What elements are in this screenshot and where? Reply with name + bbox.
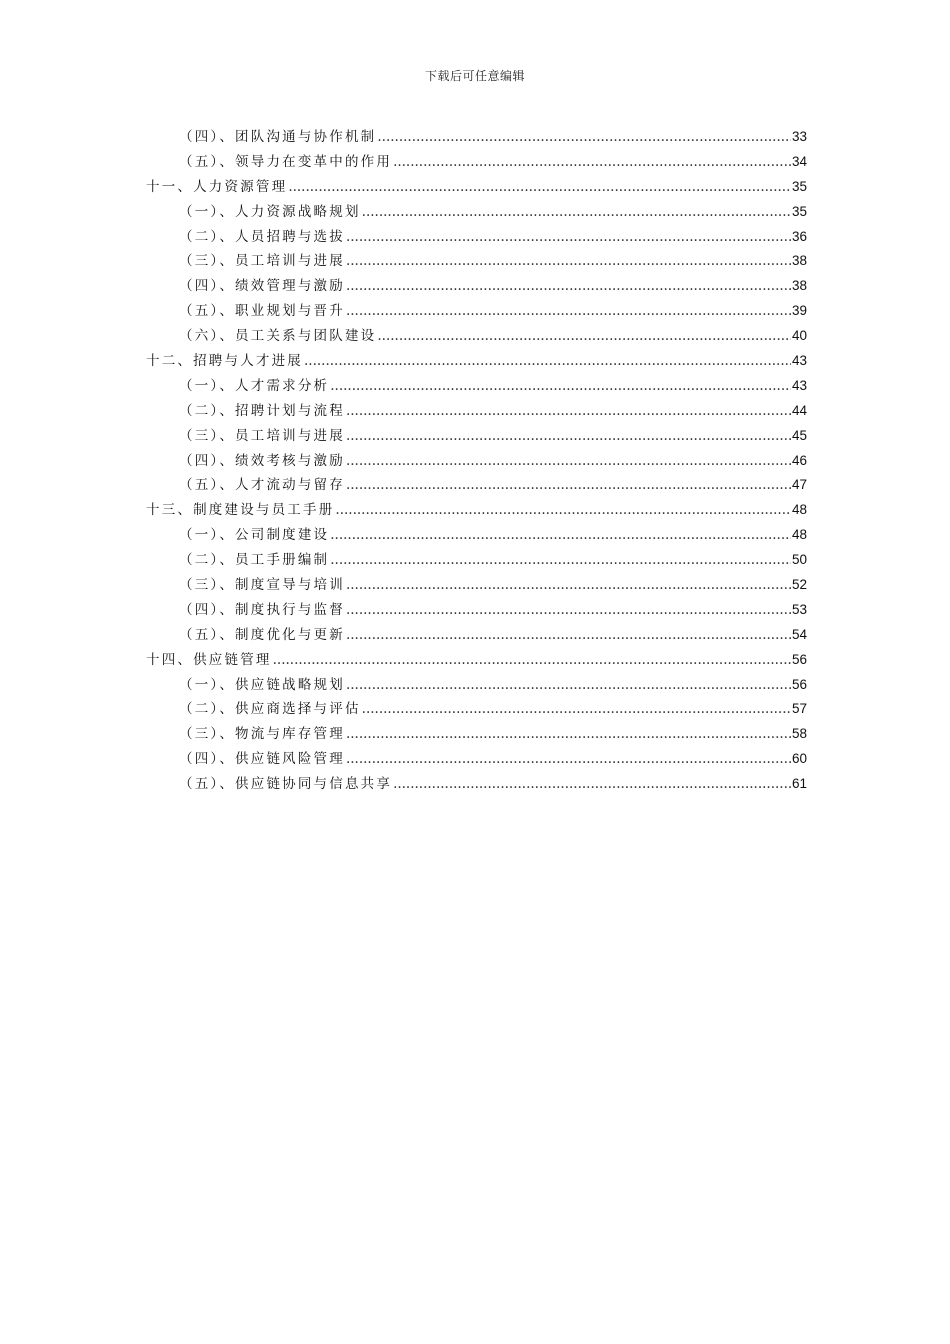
toc-dot-leader [330,523,791,548]
toc-entry-title: 十四、供应链管理 [146,651,272,668]
toc-entry-page-number: 43 [791,377,807,393]
toc-entry-page-number: 56 [791,651,807,667]
toc-entry-title: （一）、人才需求分析 [179,377,330,394]
toc-entry-page-number: 40 [791,328,807,344]
toc-chapter-entry[interactable] [146,349,807,374]
toc-entry-page-number: 60 [791,751,807,767]
toc-dot-leader [393,150,791,175]
toc-chapter-entry[interactable] [146,498,807,523]
toc-entry-title: （四）、绩效管理与激励 [179,278,345,295]
toc-entry-title: （四）、制度执行与监督 [179,601,345,618]
toc-entry-title: （三）、物流与库存管理 [179,726,345,743]
toc-dot-leader [346,673,791,698]
toc-dot-leader [346,623,791,648]
toc-section-entry[interactable] [146,274,807,299]
toc-section-entry[interactable] [146,722,807,747]
toc-section-entry[interactable] [146,523,807,548]
toc-entry-page-number: 50 [791,552,807,568]
toc-section-entry[interactable] [146,772,807,797]
toc-dot-leader [330,548,791,573]
toc-entry-page-number: 54 [791,626,807,642]
toc-entry-page-number: 38 [791,278,807,294]
toc-section-entry[interactable] [146,747,807,772]
toc-section-entry[interactable] [146,324,807,349]
toc-entry-page-number: 36 [791,228,807,244]
toc-section-entry[interactable] [146,374,807,399]
toc-entry-title: 十一、人力资源管理 [146,178,288,195]
table-of-contents [146,125,807,797]
toc-entry-page-number: 45 [791,427,807,443]
toc-dot-leader [304,349,791,374]
toc-entry-page-number: 33 [791,129,807,144]
toc-entry-page-number: 48 [791,502,807,518]
toc-entry-page-number: 35 [791,203,807,219]
toc-dot-leader [362,697,791,722]
toc-dot-leader [346,747,791,772]
toc-dot-leader [335,498,791,523]
toc-entry-page-number: 43 [791,353,807,369]
toc-section-entry[interactable] [146,623,807,648]
toc-dot-leader [346,299,791,324]
toc-section-entry[interactable] [146,399,807,424]
toc-section-entry[interactable] [146,697,807,722]
toc-section-entry[interactable] [146,200,807,225]
toc-entry-title: （五）、人才流动与留存 [179,477,345,494]
toc-dot-leader [346,225,791,250]
toc-entry-page-number: 46 [791,452,807,468]
toc-dot-leader [273,648,791,673]
toc-entry-title: （六）、员工关系与团队建设 [179,328,377,345]
toc-entry-page-number: 52 [791,577,807,593]
toc-section-entry[interactable] [146,598,807,623]
toc-entry-page-number: 57 [791,701,807,717]
toc-entry-title: （五）、供应链协同与信息共享 [179,776,393,793]
toc-dot-leader [362,200,791,225]
toc-section-entry[interactable] [146,673,807,698]
toc-entry-title: （三）、员工培训与进展 [179,427,345,444]
toc-entry-title: 十三、制度建设与员工手册 [146,502,335,519]
toc-entry-title: （四）、团队沟通与协作机制 [179,129,377,145]
toc-entry-page-number: 53 [791,601,807,617]
toc-dot-leader [393,772,791,797]
toc-entry-page-number: 58 [791,726,807,742]
toc-entry-title: （四）、绩效考核与激励 [179,452,345,469]
toc-dot-leader [346,399,791,424]
toc-dot-leader [346,573,791,598]
toc-entry-title: （五）、职业规划与晋升 [179,303,345,320]
toc-entry-title: （二）、供应商选择与评估 [179,701,361,718]
toc-entry-title: （五）、制度优化与更新 [179,626,345,643]
toc-dot-leader [377,125,791,150]
toc-dot-leader [330,374,791,399]
toc-entry-title: （二）、员工手册编制 [179,552,330,569]
toc-entry-title: （三）、员工培训与进展 [179,253,345,270]
toc-section-entry[interactable] [146,573,807,598]
toc-entry-page-number: 56 [791,676,807,692]
toc-entry-title: （四）、供应链风险管理 [179,751,345,768]
toc-entry-title: （一）、供应链战略规划 [179,676,345,693]
toc-entry-page-number: 38 [791,253,807,269]
toc-dot-leader [346,249,791,274]
toc-section-entry[interactable] [146,150,807,175]
toc-section-entry[interactable] [146,299,807,324]
toc-section-entry[interactable] [146,548,807,573]
toc-dot-leader [346,722,791,747]
toc-section-entry[interactable] [146,473,807,498]
toc-dot-leader [346,598,791,623]
toc-dot-leader [346,274,791,299]
toc-entry-title: （三）、制度宣导与培训 [179,577,345,594]
toc-dot-leader [346,424,791,449]
toc-entry-page-number: 39 [791,303,807,319]
toc-entry-title: （一）、公司制度建设 [179,527,330,544]
toc-section-entry[interactable] [146,125,807,150]
toc-entry-title: 十二、招聘与人才进展 [146,353,303,370]
toc-dot-leader [288,175,791,200]
toc-entry-title: （一）、人力资源战略规划 [179,203,361,220]
toc-entry-title: （五）、领导力在变革中的作用 [179,153,393,170]
header-note: 下载后可任意编辑 [424,69,525,83]
toc-entry-page-number: 47 [791,477,807,493]
toc-section-entry[interactable] [146,424,807,449]
toc-entry-page-number: 35 [791,178,807,194]
toc-chapter-entry[interactable] [146,175,807,200]
toc-section-entry[interactable] [146,225,807,250]
toc-entry-page-number: 44 [791,402,807,418]
toc-entry-title: （二）、招聘计划与流程 [179,402,345,419]
toc-chapter-entry[interactable] [146,648,807,673]
toc-dot-leader [346,473,791,498]
toc-section-entry[interactable] [146,249,807,274]
toc-section-entry[interactable] [146,449,807,474]
toc-entry-page-number: 61 [791,776,807,792]
toc-dot-leader [377,324,791,349]
toc-entry-page-number: 48 [791,527,807,543]
toc-dot-leader [346,449,791,474]
toc-entry-title: （二）、人员招聘与选拔 [179,228,345,245]
toc-entry-page-number: 34 [791,153,807,169]
